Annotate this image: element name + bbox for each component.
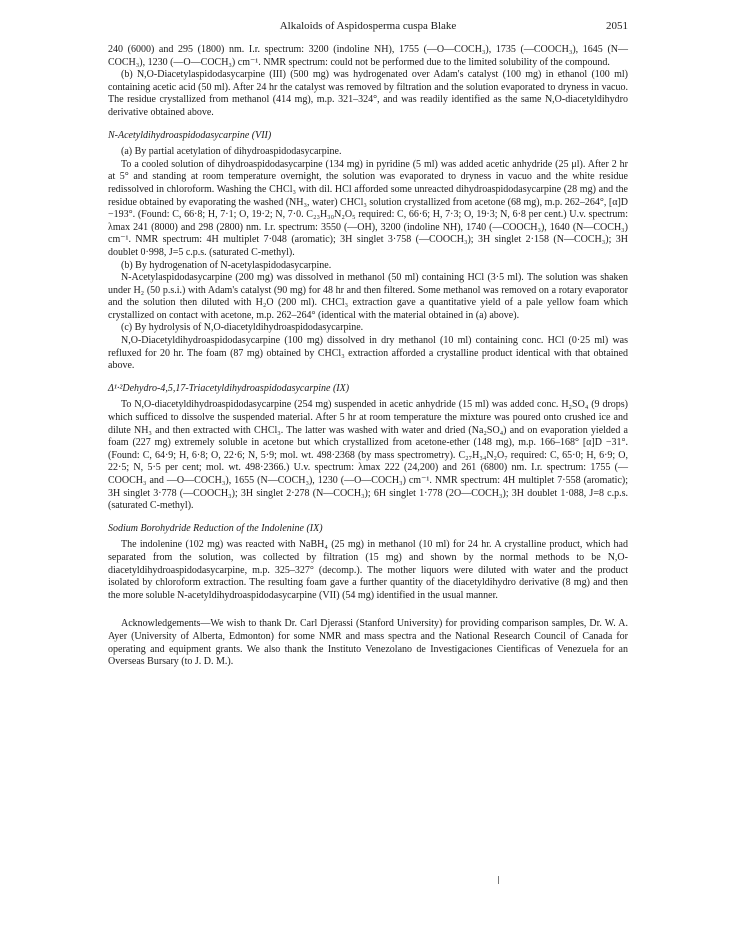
paragraph: 240 (6000) and 295 (1800) nm. I.r. spectrum: 3200 (indoline NH), 1755 (—O—COCH₃), 1735 (—COOCH₃), 1645 (N—COCH₃), 1230 (—O—COCH₃) cm⁻¹. NMR spectrum: could not be performed due to the limited solubility of the compound. <box>108 44 628 68</box>
section-heading: Sodium Borohydride Reduction of the Indolenine (IX) <box>108 522 323 534</box>
paragraph: (a) By partial acetylation of dihydroaspidodasycarpine. <box>121 146 342 158</box>
paragraph: (b) N,O-Diacetylaspidodasycarpine (III) (500 mg) was hydrogenated over Adam's catalyst (100 mg) in ethanol (100 ml) containing acetic acid (50 ml). After 24 hr the catalyst was removed by filtration and the solution evaporated to dryness in vacuo. The residue crystallized from methanol (414 mg), m.p. 321–324°, and was readily identified as the same N,O-diacetyldihydro derivative obtained above. <box>108 69 628 118</box>
article-body <box>108 44 628 669</box>
running-header <box>108 20 628 36</box>
paragraph: N,O-Diacetyldihydroaspidodasycarpine (100 mg) dissolved in dry methanol (10 ml) containing conc. HCl (0·25 ml) was refluxed for 20 hr. The foam (87 mg) obtained by CHCl₃ extraction afforded a crystalline product identical with that obtained above. <box>108 335 628 372</box>
paragraph: (c) By hydrolysis of N,O-diacetyldihydroaspidodasycarpine. <box>121 322 364 334</box>
section-heading: N-Acetyldihydroaspidodasycarpine (VII) <box>108 129 272 141</box>
paragraph: To N,O-diacetyldihydroaspidodasycarpine (254 mg) suspended in acetic anhydride (15 ml) was added conc. H₂SO₄ (9 drops) which sufficed to dissolve the suspended material. After 5 hr at room temperature the mixture was poured onto crushed ice and dilute NH₃ and then extracted with CHCl₃. The latter was washed with water and dried (Na₂SO₄) and on evaporation yielded a foam (227 mg) extremely soluble in acetone but which crystallized from acetone-ether (148 mg), m.p. 166–168° [α]D −31°. (Found: C, 64·9; H, 6·8; O, 22·6; N, 5·9; mol. wt. 498·2368 (by mass spectrometry). C₂₇H₃₄N₂O₇ required: C, 65·0; H, 6·9; O, 22·5; N, 5·5 per cent; mol. wt. 498·2366.) U.v. spectrum: λmax 222 (24,200) and 261 (6800) nm. I.r. spectrum: 1755 (—COOCH₃ and —O—COCH₃), 1655 (N—COCH₃), 1230 (—O—COCH₃) cm⁻¹. NMR spectrum: 4H multiplet 7·558 (aromatic); 3H singlet 3·778 (—COOCH₃); 3H singlet 2·278 (N—COCH₃); 6H singlet 1·778 (2O—COCH₃); 3H doublet 1·088, J=8 c.p.s. (saturated C-methyl). <box>108 399 628 512</box>
section-heading: Δ¹·²Dehydro-4,5,17-Triacetyldihydroaspidodasycarpine (IX) <box>108 382 350 394</box>
paragraph: The indolenine (102 mg) was reacted with NaBH₄ (25 mg) in methanol (10 ml) for 24 hr. A crystalline product, which had separated from the solution, was collected by filtration (15 mg) and shown by the normal methods to be N,O-diacetyldihydroaspidodasycarpine, m.p. 325–327° (decomp.). The mother liquors were diluted with water and the product isolated by chloroform extraction. The resulting foam gave a further quantity of the diacetyldihydro derivative (8 mg) and then the more soluble N-acetyldihydroaspidodasycarpine (VII) (54 mg) identified in the usual manner. <box>108 539 628 601</box>
page-mark <box>498 876 499 884</box>
paragraph: (b) By hydrogenation of N-acetylaspidodasycarpine. <box>121 259 332 271</box>
page-number: 2051 <box>606 20 628 32</box>
running-title: Alkaloids of Aspidosperma cuspa Blake <box>279 20 457 32</box>
acknowledgements: Acknowledgements—We wish to thank Dr. Carl Djerassi (Stanford University) for providing comparison samples, Dr. W. A. Ayer (University of Alberta, Edmonton) for some NMR and mass spectra and the National Research Council of Canada for operating and equipment grants. We also thank the Instituto Venezolano de Investigaciones Cientificas of Venezuela for an Overseas Bursary (to J. D. M.). <box>108 618 628 668</box>
paragraph: N-Acetylaspidodasycarpine (200 mg) was dissolved in methanol (50 ml) containing HCl (3·5 ml). The solution was shaken under H₂ (50 p.s.i.) with Adam's catalyst (90 mg) for 48 hr and then filtered. Some methanol was removed on a rotary evaporator and the solution then diluted with H₂O (200 ml). CHCl₃ extraction gave a quantitative yield of a pale yellow foam which crystallized on contact with acetone, m.p. 262–264° (identical with the material obtained in (a) above). <box>108 272 628 321</box>
paragraph: To a cooled solution of dihydroaspidodasycarpine (134 mg) in pyridine (5 ml) was added acetic anhydride (25 μl). After 2 hr at 5° and standing at room temperature overnight, the solution was evaporated to dryness in vacuo and the white residue redissolved in chloroform. Washing the CHCl₃ with dil. HCl afforded some unreacted dihydroaspidodasycarpine (28 mg) and the residue obtained by evaporating the washed (NH₃, water) CHCl₃ solution crystallized from acetone (68 mg), m.p. 262–264°, [α]D −193°. (Found: C, 66·8; H, 7·1; O, 19·2; N, 7·0. C₂₃H₃₀N₂O₅ required: C, 66·6; H, 7·3; O, 19·3; N, 6·8 per cent.) U.v. spectrum: λmax 241 (8000) and 298 (2800) nm. I.r. spectrum: 3550 (—OH), 3200 (indoline NH), 1740 (—COOCH₃), 1640 (N—COCH₃) cm⁻¹. NMR spectrum: 4H multiplet 7·048 (aromatic); 3H singlet 3·758 (—COOCH₃); 3H singlet 2·158 (N—COCH₃); 3H doublet 0·998, J=5 c.p.s. (saturated C-methyl). <box>108 158 628 258</box>
